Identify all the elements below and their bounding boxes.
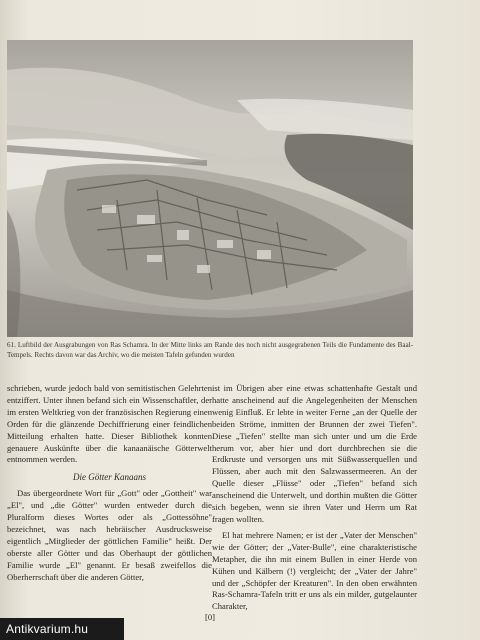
left-paragraph-2: Das übergeordnete Wort für „Gott" oder „Gottheit" war „El", und „die Götter" wurden entweder durch die Pluralform dieses Wortes oder als „Gottessöhne" bezeichnet, was nach hebräischer Ausdrucksweise eigentlich „Mitglieder der göttlichen Familie" heißt. Der oberste aller Götter und das Oberhaupt der göttlichen Familie wurde „El" genannt. Er besaß zweifellos die Oberherrschaft über die anderen Götter, xyxy=(7,488,212,582)
photo-caption: 61. Luftbild der Ausgrabungen von Ras Schamra. In der Mitte links am Rande des noch nicht ausgegrabenen Teils die Fundamente des Baal-Tempels. Rechts davon war das Archiv, wo die meisten Tafeln gefunden wurden xyxy=(7,341,413,359)
right-paragraph-1: ist im Übrigen aber eine etwas schattenhafte Gestalt und hatte anscheinend auf die Angelegenheiten der Menschen wenig Einfluß. Er lebte in weiter Ferne „an der Quelle der beiden Ströme, inmitten der Brunnen der zwei Tiefen". Diese „Tiefen" stellte man sich unter und um die Erde herum vor, aber hier und dort durchbrechen sie die Erdkruste und versorgen uns mit Süßwasserquellen und Flüssen, aber auch mit den Salzwassermeeren. An der Quelle dieser „Flüsse" oder „Tiefen" befand sich anscheinend die Unterwelt, und dorthin mußten die Götter sich begeben, wenn sie ihren Vater und Herrn um Rat fragen wollten. xyxy=(212,383,417,524)
aerial-photograph xyxy=(7,40,413,337)
aerial-photo-drawing xyxy=(7,40,413,337)
left-text-column xyxy=(7,383,212,584)
left-paragraph-1: schrieben, wurde jedoch bald von semitistischen Gelehrten entziffert. Unter ihnen befand sich ein Wissenschaftler, der im ersten Weltkrieg von der französischen Regierung einen Orden für die glänzende Dechiffrierung einer feindlichen Mitteilung erhalten hatte. Dieser Bibliothek konnten genauere Auskünfte über die kanaanäische Götterwelt entnommen werden. xyxy=(7,383,212,465)
watermark-label: Antikvarium.hu xyxy=(0,618,124,640)
section-heading: Die Götter Kanaans xyxy=(73,472,146,483)
right-text-column xyxy=(212,383,417,613)
page-number: [0] xyxy=(204,612,216,622)
right-paragraph-2: El hat mehrere Namen; er ist der „Vater der Menschen" wie der Götter; der „Vater-Bulle", eine charakteristische Metapher, die ihn mit einem Bullen in einer Herde von Kühen und Kälbern (!) vergleicht; der „Vater der Jahre" und der „Schöpfer der Kreaturen". In den oben erwähnten Ras-Schamra-Tafeln tritt er uns als ein milder, gutgelaunter Charakter, xyxy=(212,529,417,612)
